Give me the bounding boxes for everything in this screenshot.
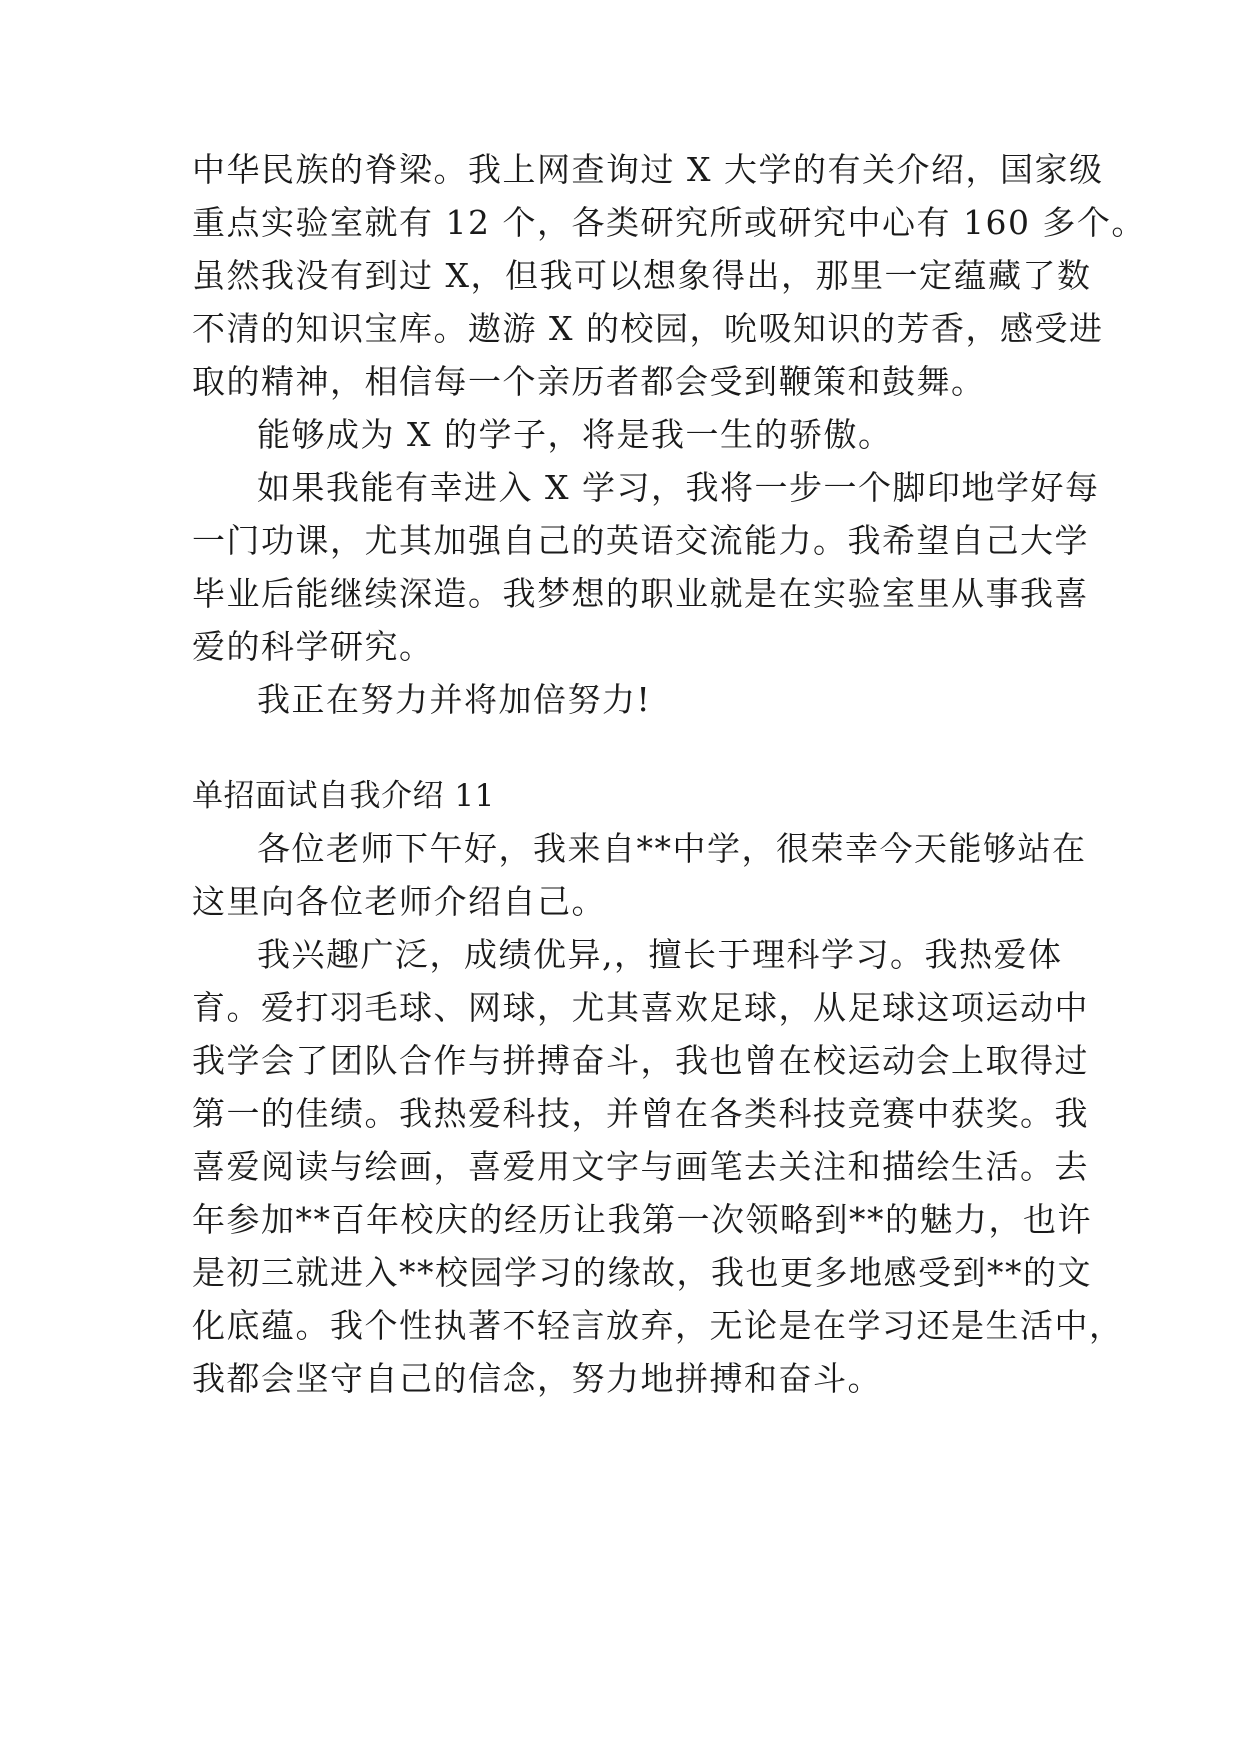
text-line: 育。爱打羽毛球、网球，尤其喜欢足球，从足球这项运动中 <box>192 988 1089 1027</box>
text-line: 化底蕴。我个性执著不轻言放弃，无论是在学习还是生活中， <box>192 1306 1124 1345</box>
text-line: 重点实验室就有 12 个，各类研究所或研究中心有 160 多个。 <box>192 203 1146 242</box>
section-heading: 单招面试自我介绍 11 <box>192 778 495 814</box>
text-line: 一门功课，尤其加强自己的英语交流能力。我希望自己大学 <box>192 521 1089 560</box>
text-line: 不清的知识宝库。遨游 X 的校园，吮吸知识的芳香，感受进 <box>192 309 1104 348</box>
paragraph-first-line: 我兴趣广泛，成绩优异,，擅长于理科学习。我热爱体 <box>257 935 1063 974</box>
text-line: 中华民族的脊梁。我上网查询过 X 大学的有关介绍，国家级 <box>192 150 1104 189</box>
text-line: 我都会坚守自己的信念，努力地拼搏和奋斗。 <box>192 1359 882 1398</box>
text-line: 年参加**百年校庆的经历让我第一次领略到**的魅力，也许 <box>192 1200 1092 1239</box>
text-line: 是初三就进入**校园学习的缘故，我也更多地感受到**的文 <box>192 1253 1092 1292</box>
text-line: 爱的科学研究。 <box>192 627 434 666</box>
text-line: 毕业后能继续深造。我梦想的职业就是在实验室里从事我喜 <box>192 574 1089 613</box>
paragraph-first-line: 如果我能有幸进入 X 学习，我将一步一个脚印地学好每 <box>257 468 1100 507</box>
paragraph-first-line: 我正在努力并将加倍努力! <box>257 680 652 719</box>
text-line: 这里向各位老师介绍自己。 <box>192 882 606 921</box>
text-line: 虽然我没有到过 X，但我可以想象得出，那里一定蕴藏了数 <box>192 256 1092 295</box>
text-line: 取的精神，相信每一个亲历者都会受到鞭策和鼓舞。 <box>192 362 986 401</box>
text-line: 我学会了团队合作与拼搏奋斗，我也曾在校运动会上取得过 <box>192 1041 1089 1080</box>
paragraph-first-line: 各位老师下午好，我来自**中学，很荣幸今天能够站在 <box>257 829 1087 868</box>
text-line: 第一的佳绩。我热爱科技，并曾在各类科技竞赛中获奖。我 <box>192 1094 1089 1133</box>
paragraph-first-line: 能够成为 X 的学子，将是我一生的骄傲。 <box>257 415 893 454</box>
text-line: 喜爱阅读与绘画，喜爱用文字与画笔去关注和描绘生活。去 <box>192 1147 1089 1186</box>
